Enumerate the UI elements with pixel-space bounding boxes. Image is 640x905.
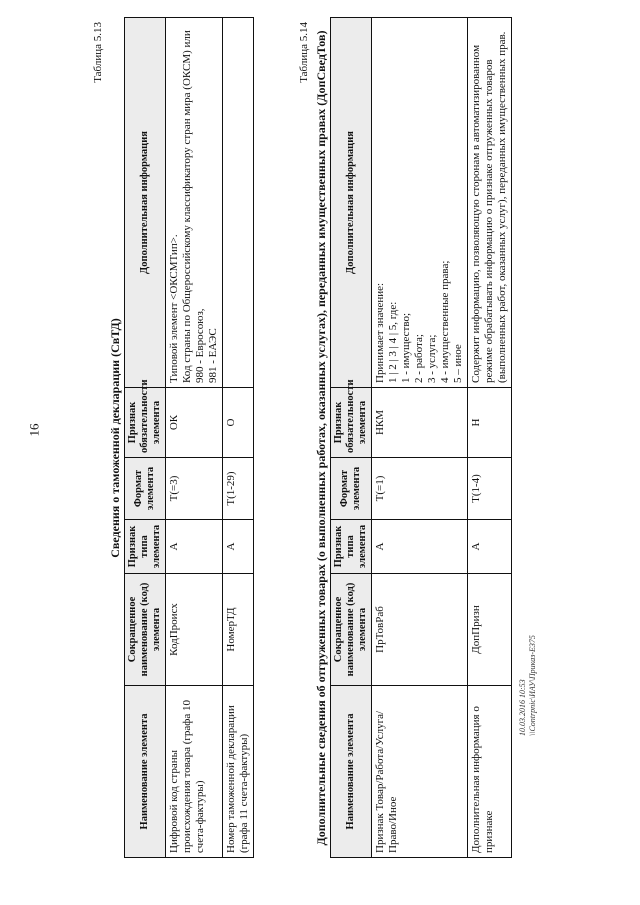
cell-required: ОК — [166, 388, 223, 458]
header-cell: Признак обязательности элемента — [125, 388, 166, 458]
stamp-line: 10.03.2016 10:53 — [518, 679, 527, 736]
header-cell: Дополнительная информация — [125, 18, 166, 388]
cell-element-name: Дополнительная информация о признаке — [468, 686, 512, 858]
cell-format: T(=3) — [166, 458, 223, 520]
cell-info: Содержит информацию, позволяющую сторонам в автоматизированном режиме обрабатывать информацию о признаке отгруженных товаров (выполненных работ, оказанных услуг), переданных имущественных прав. — [468, 18, 512, 388]
cell-required: О — [223, 388, 254, 458]
header-cell: Наименование элемента — [125, 686, 166, 858]
header-row — [331, 18, 372, 858]
table-row — [223, 18, 254, 858]
header-cell: Формат элемента — [331, 458, 372, 520]
cell-code: ПрТовРаб — [372, 574, 468, 686]
table-row — [468, 18, 512, 858]
table-5-13-block — [92, 18, 254, 858]
table-5-14 — [330, 17, 512, 858]
header-cell: Признак обязательности элемента — [331, 388, 372, 458]
header-row — [125, 18, 166, 858]
table-title: Сведения о таможенной декларации (СвТД) — [108, 318, 122, 558]
table-caption: Таблица 5.13 — [92, 22, 104, 83]
cell-element-name: Признак Товар/Работа/Услуга/Право/Иное — [372, 686, 468, 858]
cell-code: КодПроисх — [166, 574, 223, 686]
stamp-line: \\Contrpnic\ИАУ\Приказ-E375 — [528, 635, 537, 736]
header-cell: Признак типа элемента — [331, 520, 372, 574]
header-cell: Признак типа элемента — [125, 520, 166, 574]
cell-type: А — [223, 520, 254, 574]
header-cell: Наименование элемента — [331, 686, 372, 858]
header-cell: Дополнительная информация — [331, 18, 372, 388]
cell-element-name: Номер таможенной декларации (графа 11 счета-фактуры) — [223, 686, 254, 858]
cell-info: Принимает значение: 1 | 2 | 3 | 4 | 5, где: 1 - имущество; 2 - работа; 3 - услуга; 4 - имущественные права; 5 – иное — [372, 18, 468, 388]
header-cell: Сокращенное наименование (код) элемента — [125, 574, 166, 686]
header-cell: Формат элемента — [125, 458, 166, 520]
cell-type: А — [468, 520, 512, 574]
cell-format: T(1-29) — [223, 458, 254, 520]
cell-code: ДопПризн — [468, 574, 512, 686]
table-caption: Таблица 5.14 — [298, 22, 310, 83]
cell-format: T(=1) — [372, 458, 468, 520]
table-row — [166, 18, 223, 858]
cell-type: А — [372, 520, 468, 574]
cell-required: Н — [468, 388, 512, 458]
cell-info: Типовой элемент <ОКСМТип>. Код страны по Общероссийскому классификатору стран мира (ОКСМ) или 980 - Евросоюз, 981 - ЕАЭС — [166, 18, 223, 388]
cell-required: НКМ — [372, 388, 468, 458]
cell-element-name: Цифровой код страны происхождения товара (графа 10 счета-фактуры) — [166, 686, 223, 858]
table-title: Дополнительные сведения об отгруженных товарах (о выполненных работах, оказанных услугах), переданных имущественных правах (ДопСведТов) — [314, 30, 328, 846]
cell-code: НомерТД — [223, 574, 254, 686]
cell-info — [223, 18, 254, 388]
cell-format: T(1-4) — [468, 458, 512, 520]
file-stamp — [518, 576, 538, 736]
header-cell: Сокращенное наименование (код) элемента — [331, 574, 372, 686]
cell-type: А — [166, 520, 223, 574]
page-number: 16 — [26, 423, 42, 437]
table-row — [372, 18, 468, 858]
table-5-13 — [124, 17, 254, 858]
table-5-14-block — [298, 18, 512, 858]
